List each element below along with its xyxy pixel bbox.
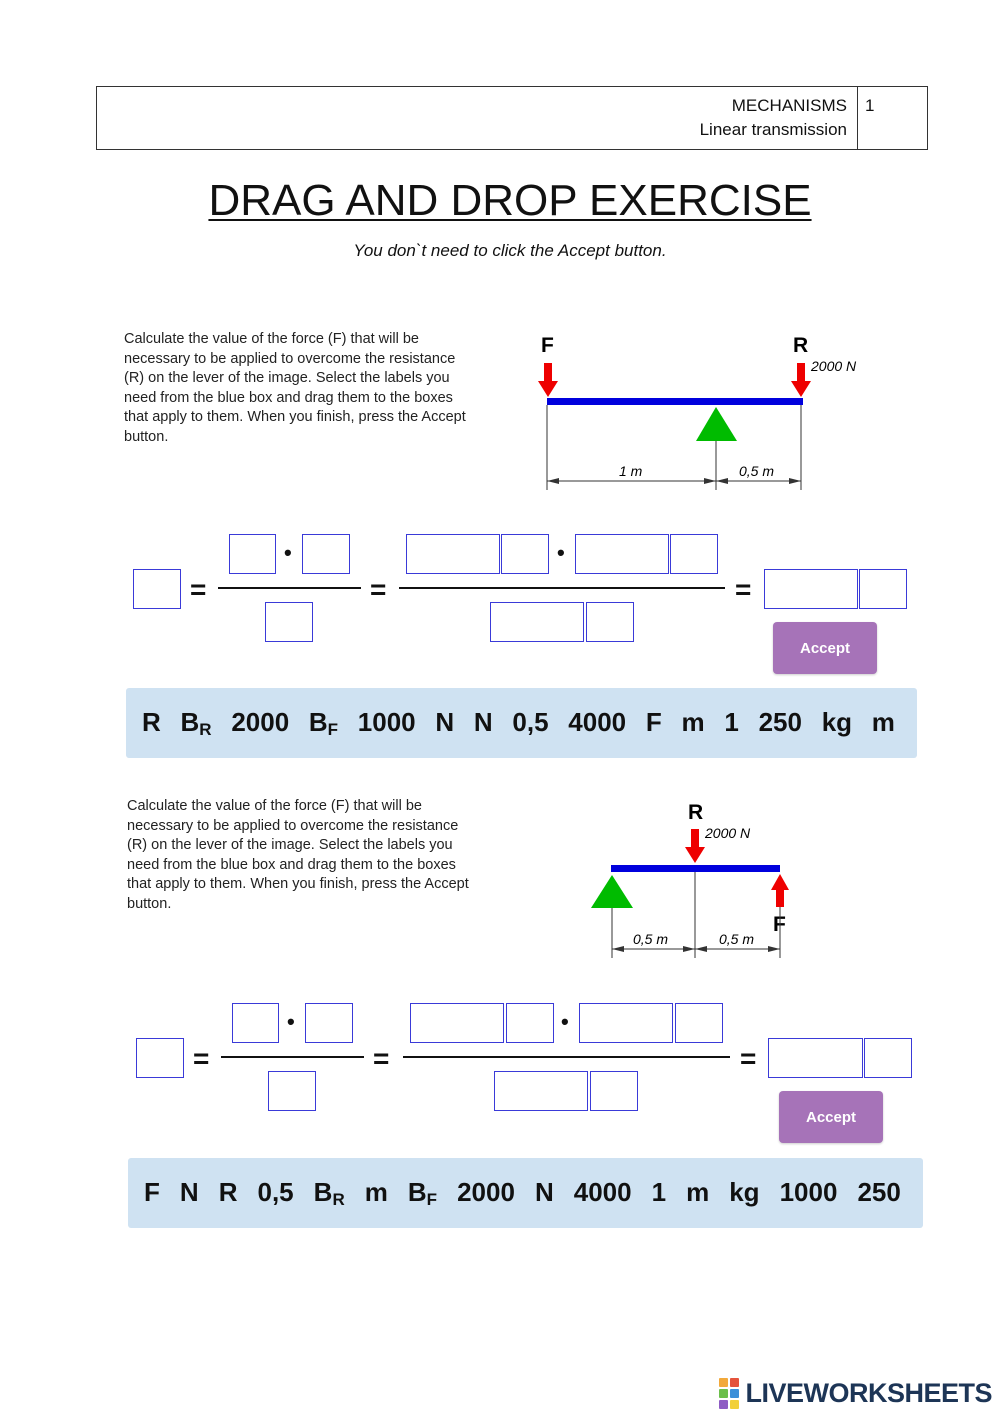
draggable-label[interactable]: 1000 bbox=[357, 706, 416, 737]
equals-sign: = bbox=[373, 1043, 390, 1074]
draggable-label[interactable]: $B_F$ bbox=[407, 1176, 438, 1209]
draggable-label[interactable]: 4000 bbox=[573, 1176, 632, 1207]
fraction-line bbox=[218, 587, 361, 589]
exercise-1-instructions: Calculate the value of the force (F) that will be necessary to be applied to overcome the resistance (R) on the lever of the image. Select the labels you need from the blue box and drag them to the boxes that apply to them. When you finish, press the Accept button. bbox=[124, 331, 466, 445]
exercise-2-instructions: Calculate the value of the force (F) that will be necessary to be applied to overcome the resistance (R) on the lever of the image. Select the labels you need from the blue box and drag them to the boxes that apply to them. When you finish, press the Accept button. bbox=[127, 798, 469, 912]
draggable-label[interactable]: kg bbox=[729, 1176, 760, 1207]
drop-box-result-value[interactable] bbox=[764, 569, 858, 609]
fraction-line bbox=[221, 1056, 364, 1058]
lever-bar bbox=[611, 865, 780, 872]
page-number: 1 bbox=[865, 96, 875, 115]
equals-sign: = bbox=[740, 1043, 757, 1074]
resistance-arrow-down bbox=[685, 829, 705, 863]
brand-name: LIVEWORKSHEETS bbox=[745, 1378, 992, 1408]
draggable-label[interactable]: m bbox=[871, 706, 895, 737]
draggable-label[interactable]: 0,5 bbox=[512, 706, 549, 737]
multiply-dot: • bbox=[557, 540, 565, 565]
draggable-label[interactable]: m bbox=[364, 1176, 388, 1207]
liveworksheets-logo bbox=[719, 1378, 992, 1409]
draggable-label[interactable]: F bbox=[144, 1176, 160, 1207]
drop-box-den-1[interactable] bbox=[265, 602, 313, 642]
drop-box-value-2[interactable] bbox=[575, 534, 669, 574]
lever-bar bbox=[547, 398, 803, 405]
drop-box-unit-1[interactable] bbox=[506, 1003, 554, 1043]
resistance-label: R bbox=[688, 801, 704, 824]
drop-box-unit-den[interactable] bbox=[586, 602, 634, 642]
multiply-dot: • bbox=[287, 1009, 295, 1034]
draggable-label[interactable]: 1 bbox=[651, 1176, 667, 1207]
multiply-dot: • bbox=[561, 1009, 569, 1034]
equals-sign: = bbox=[193, 1043, 210, 1074]
multiply-dot: • bbox=[284, 540, 292, 565]
drop-box-unit-2[interactable] bbox=[675, 1003, 723, 1043]
drop-box-result-value[interactable] bbox=[768, 1038, 863, 1078]
distance-right: 0,5 m bbox=[739, 463, 775, 479]
header-subject: MECHANISMS bbox=[731, 96, 847, 115]
draggable-label[interactable]: N bbox=[473, 706, 493, 737]
exercise-2-label-bank bbox=[128, 1158, 923, 1228]
fulcrum-triangle bbox=[696, 407, 737, 441]
draggable-label[interactable]: $B_F$ bbox=[308, 706, 339, 739]
distance-left: 1 m bbox=[619, 463, 643, 479]
drop-box-unit-den[interactable] bbox=[590, 1071, 638, 1111]
header-divider bbox=[857, 86, 858, 150]
fraction-line bbox=[403, 1056, 730, 1058]
draggable-label[interactable]: 250 bbox=[758, 706, 802, 737]
draggable-label[interactable]: kg bbox=[821, 706, 853, 737]
resistance-arrow-down bbox=[791, 363, 811, 397]
draggable-label[interactable]: R bbox=[142, 706, 161, 737]
drop-box-result-symbol[interactable] bbox=[136, 1038, 184, 1078]
accept-button[interactable]: Accept bbox=[779, 1091, 883, 1143]
draggable-label[interactable]: R bbox=[218, 1176, 238, 1207]
exercise-1-label-bank bbox=[126, 688, 917, 758]
fraction-line bbox=[399, 587, 725, 589]
drop-box-den-1[interactable] bbox=[268, 1071, 316, 1111]
draggable-label[interactable]: N bbox=[435, 706, 455, 737]
resistance-value: 2000 N bbox=[705, 825, 751, 841]
draggable-label[interactable]: m bbox=[686, 1176, 710, 1207]
drop-box-value-1[interactable] bbox=[410, 1003, 504, 1043]
draggable-label[interactable]: N bbox=[534, 1176, 554, 1207]
distance-right: 0,5 m bbox=[719, 931, 755, 947]
resistance-value: 2000 N bbox=[811, 358, 857, 374]
draggable-label[interactable]: 1 bbox=[724, 706, 739, 737]
page-subtitle: You don`t need to click the Accept button. bbox=[353, 241, 667, 260]
draggable-label[interactable]: N bbox=[179, 1176, 199, 1207]
draggable-label[interactable]: $B_R$ bbox=[180, 706, 212, 739]
draggable-label[interactable]: F bbox=[645, 706, 662, 737]
drop-box-value-den[interactable] bbox=[490, 602, 584, 642]
draggable-label[interactable]: m bbox=[681, 706, 705, 737]
drop-box-unit-2[interactable] bbox=[670, 534, 718, 574]
drop-box-value-2[interactable] bbox=[579, 1003, 673, 1043]
page-title: DRAG AND DROP EXERCISE bbox=[208, 176, 812, 225]
drop-box-num-2[interactable] bbox=[305, 1003, 353, 1043]
accept-button[interactable]: Accept bbox=[773, 622, 877, 674]
resistance-label: R bbox=[793, 334, 809, 357]
drop-box-num-1[interactable] bbox=[229, 534, 276, 574]
drop-box-result-symbol[interactable] bbox=[133, 569, 181, 609]
distance-left: 0,5 m bbox=[633, 931, 669, 947]
exercise-2-lever-diagram bbox=[580, 795, 800, 965]
logo-grid-icon bbox=[719, 1378, 739, 1409]
draggable-label[interactable]: 2000 bbox=[457, 1176, 515, 1207]
force-label: F bbox=[773, 913, 786, 936]
draggable-label[interactable]: 4000 bbox=[568, 706, 627, 737]
equals-sign: = bbox=[370, 574, 387, 605]
fulcrum-triangle bbox=[591, 875, 633, 908]
drop-box-value-den[interactable] bbox=[494, 1071, 588, 1111]
drop-box-value-1[interactable] bbox=[406, 534, 500, 574]
force-arrow-down bbox=[538, 363, 558, 397]
force-label: F bbox=[541, 334, 554, 357]
header-topic: Linear transmission bbox=[699, 120, 847, 139]
draggable-label[interactable]: 1000 bbox=[779, 1176, 838, 1207]
equals-sign: = bbox=[190, 574, 207, 605]
draggable-label[interactable]: 2000 bbox=[231, 706, 290, 737]
draggable-label[interactable]: $B_R$ bbox=[313, 1176, 345, 1209]
drop-box-unit-1[interactable] bbox=[501, 534, 549, 574]
force-arrow-up bbox=[771, 874, 789, 907]
exercise-1-lever-diagram bbox=[520, 325, 880, 500]
drop-box-num-1[interactable] bbox=[232, 1003, 279, 1043]
drop-box-num-2[interactable] bbox=[302, 534, 350, 574]
drop-box-result-unit[interactable] bbox=[859, 569, 907, 609]
equals-sign: = bbox=[735, 574, 752, 605]
drop-box-result-unit[interactable] bbox=[864, 1038, 912, 1078]
draggable-label[interactable]: 250 bbox=[857, 1176, 901, 1207]
draggable-label[interactable]: 0,5 bbox=[257, 1176, 294, 1207]
